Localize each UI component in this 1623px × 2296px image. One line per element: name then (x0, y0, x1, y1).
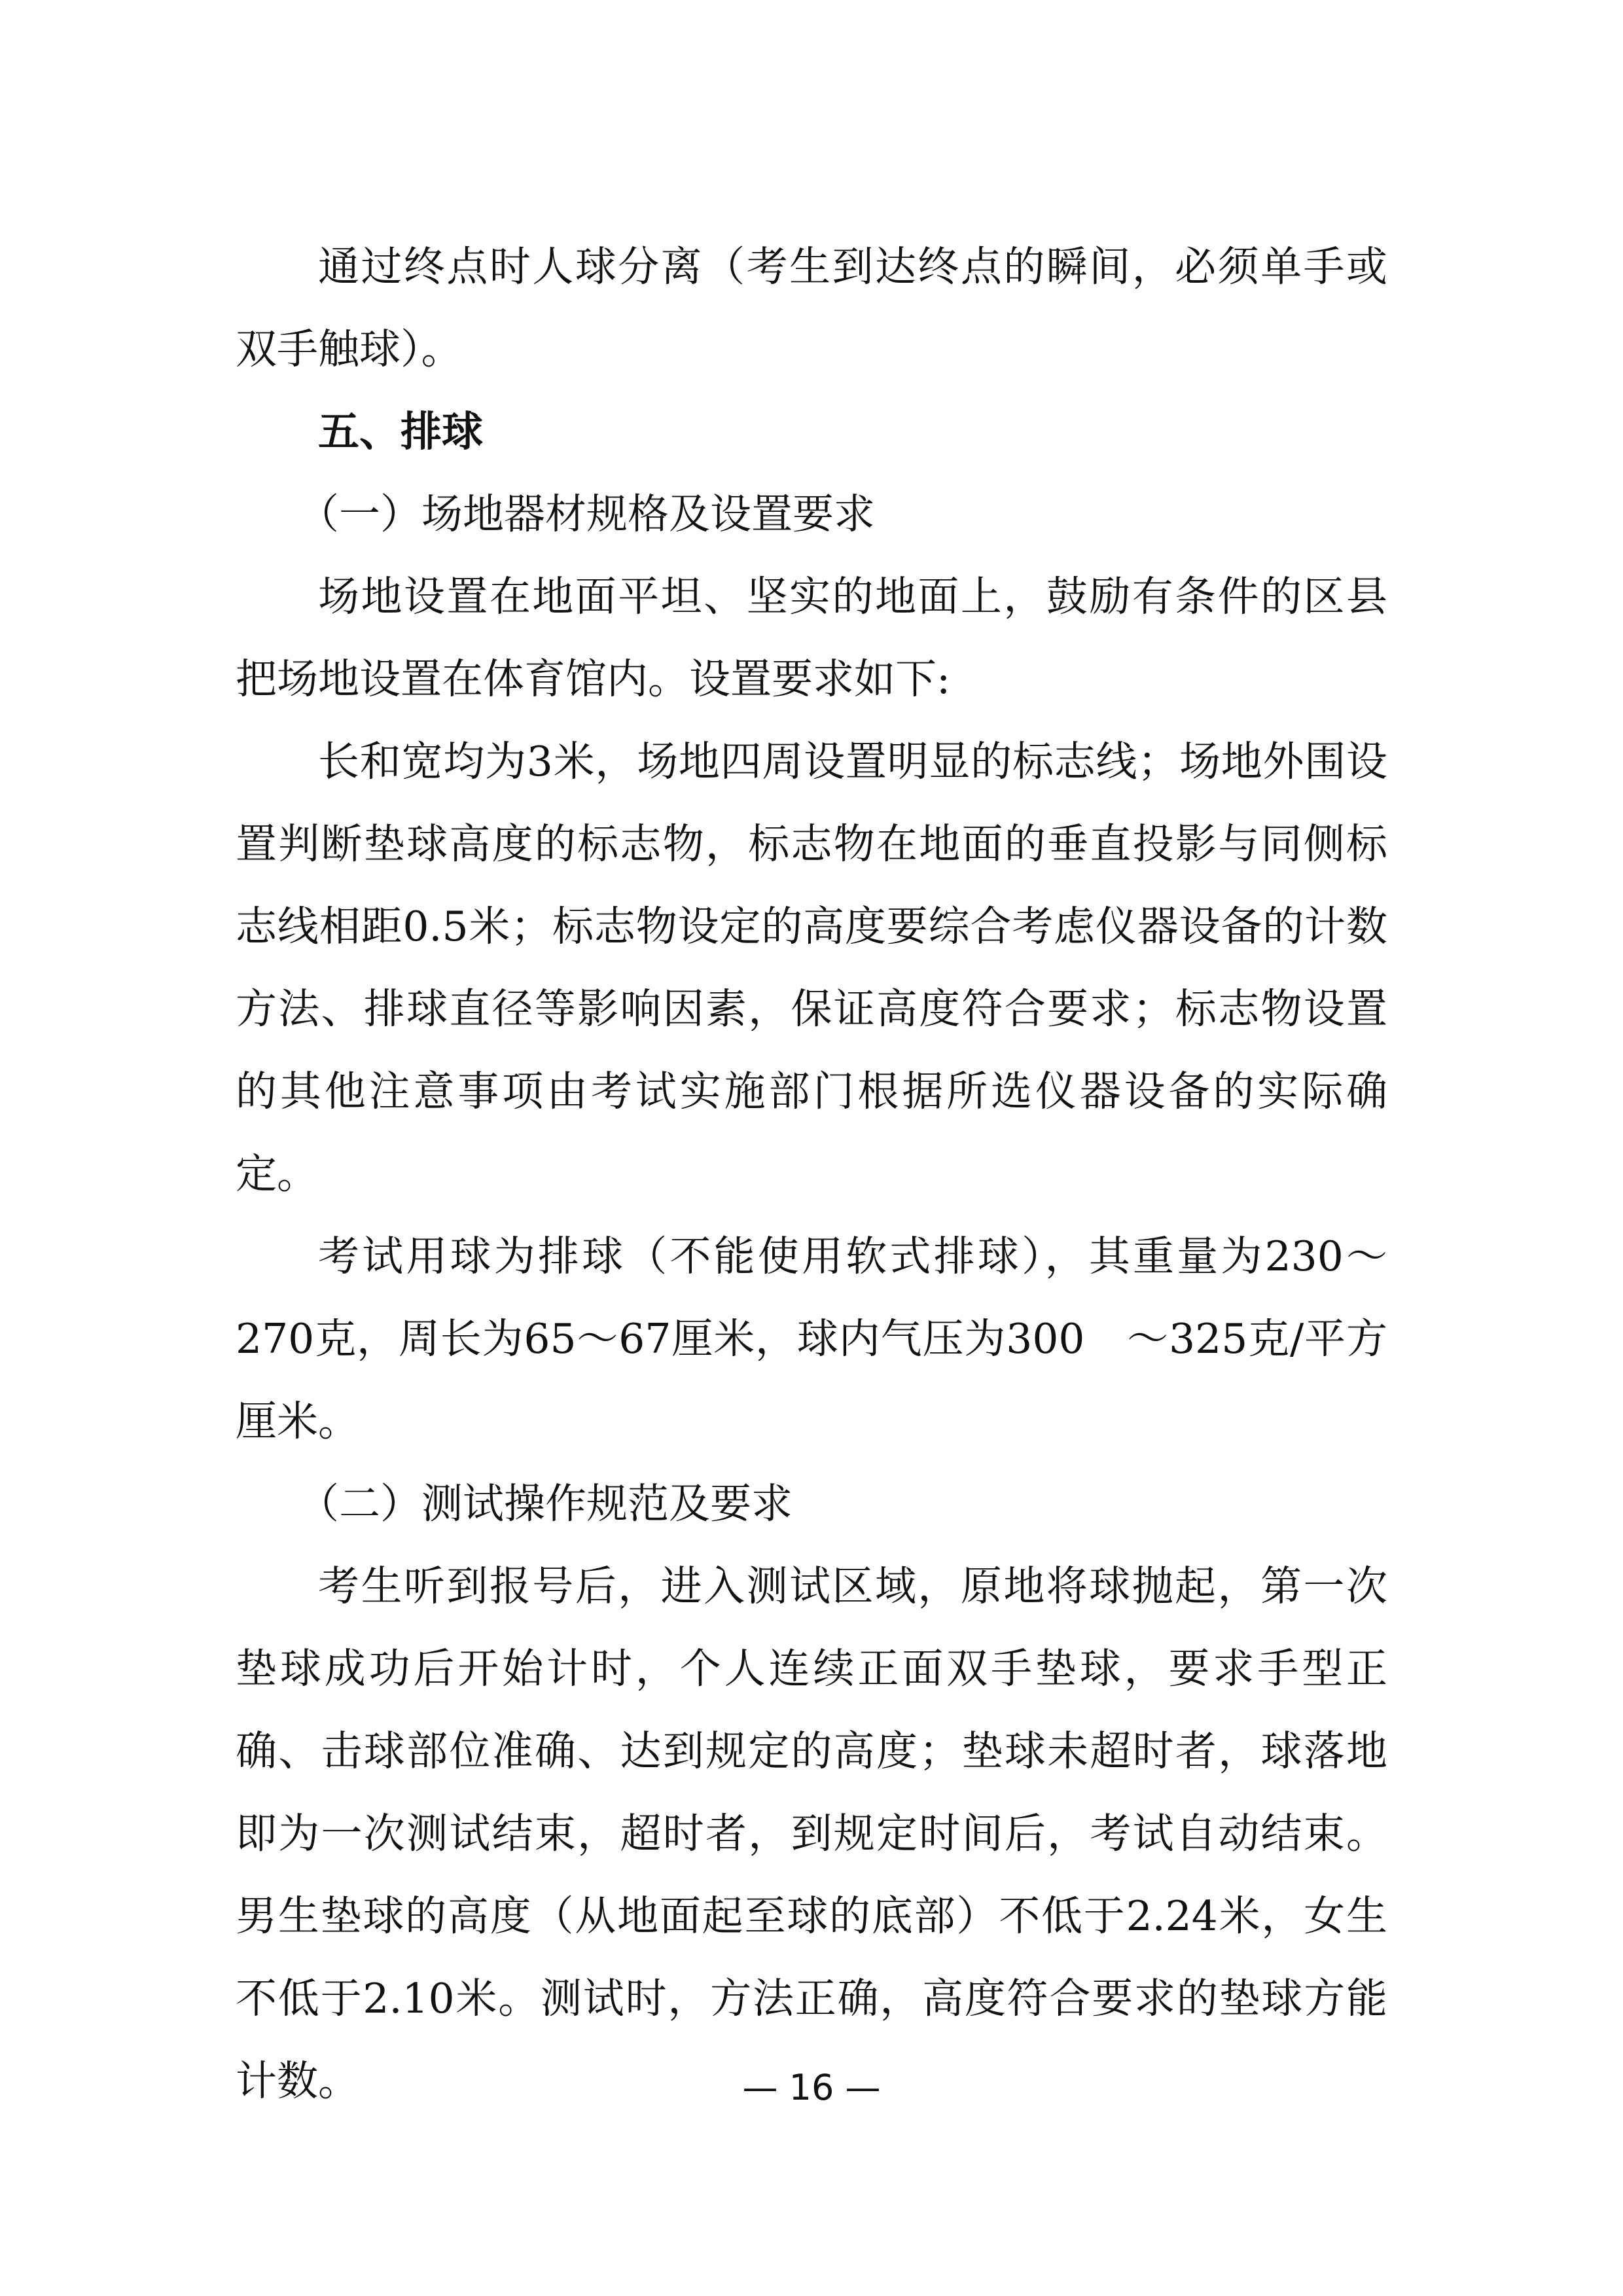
page-number: — 16 — (742, 2067, 881, 2108)
paragraph-test-procedure: 考生听到报号后，进入测试区域，原地将球抛起，第一次垫球成功后开始计时，个人连续正面双手垫球，要求手型正确、击球部位准确、达到规定的高度；垫球未超时者，球落地即为一次测试结束，超时者，到规定时间后，考试自动结束。男生垫球的高度（从地面起至球的底部）不低于2.24米，女生不低于2.10米。测试时，方法正确，高度符合要求的垫球方能计数。 (236, 1562, 1387, 2105)
paragraph-ball-spec: 考试用球为排球（不能使用软式排球），其重量为230～270克，周长为65～67厘米，球内气压为300 ～325克/平方厘米。 (236, 1232, 1387, 1445)
subheading-venue-equipment: （一）场地器材规格及设置要求 (298, 490, 875, 538)
paragraph-venue-setup: 场地设置在地面平坦、坚实的地面上，鼓励有条件的区县把场地设置在体育馆内。设置要求如下: (236, 573, 1387, 703)
paragraph-venue-dimensions: 长和宽均为3米，场地四周设置明显的标志线；场地外围设置判断垫球高度的标志物，标志物在地面的垂直投影与同侧标志线相距0.5米；标志物设定的高度要综合考虑仪器设备的计数方法、排球直径等影响因素，保证高度符合要求；标志物设置的其他注意事项由考试实施部门根据所选仪器设备的实际确定。 (236, 738, 1387, 1198)
subheading-test-procedure: （二）测试操作规范及要求 (298, 1480, 793, 1528)
section-heading-volleyball: 五、排球 (318, 408, 483, 456)
document-body (236, 226, 1387, 2123)
paragraph-continuation: 通过终点时人球分离（考生到达终点的瞬间，必须单手或双手触球）。 (236, 243, 1387, 373)
